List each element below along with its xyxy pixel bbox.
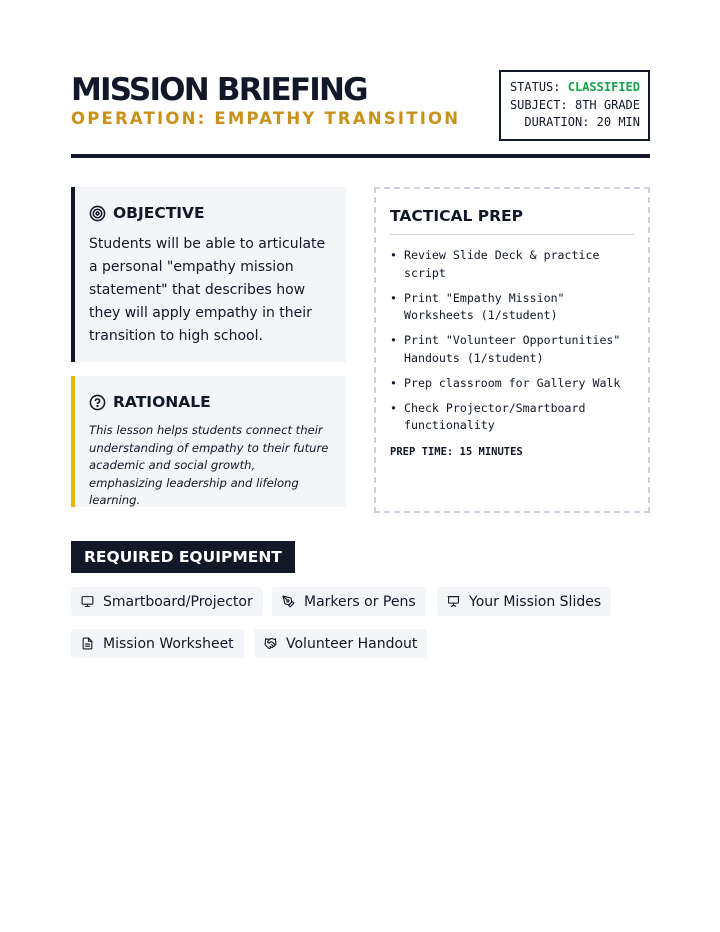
rationale-heading xyxy=(89,392,332,412)
page-subtitle: OPERATION: EMPATHY TRANSITION xyxy=(71,109,461,128)
objective-title: OBJECTIVE xyxy=(113,204,205,222)
list-item: • Prep classroom for Gallery Walk xyxy=(390,375,634,393)
handshake-icon xyxy=(264,637,277,650)
monitor-icon xyxy=(81,595,94,608)
equipment-label: Smartboard/Projector xyxy=(103,593,253,610)
tactical-prep-card xyxy=(374,187,650,513)
list-item: • Check Projector/Smartboard functionality xyxy=(390,400,634,436)
objective-heading xyxy=(89,203,332,223)
presentation-icon xyxy=(447,595,460,608)
duration-line: DURATION: 20 MIN xyxy=(524,115,640,129)
equipment-chip-worksheet xyxy=(71,629,244,658)
equipment-chip-slides xyxy=(437,587,611,616)
list-item: • Print "Volunteer Opportunities" Handouts (1/student) xyxy=(390,332,634,368)
target-icon xyxy=(89,205,106,222)
rationale-card xyxy=(71,376,346,507)
equipment-label: Markers or Pens xyxy=(304,593,416,610)
equipment-chip-handout xyxy=(254,629,427,658)
header-divider xyxy=(71,154,650,158)
status-line xyxy=(501,79,640,97)
document-icon xyxy=(81,637,94,650)
status-value: CLASSIFIED xyxy=(567,80,640,94)
page-title: MISSION BRIEFING xyxy=(71,72,367,108)
equipment-chip-markers xyxy=(272,587,426,616)
status-box xyxy=(499,70,650,141)
subject-line: SUBJECT: 8TH GRADE xyxy=(509,97,640,112)
equipment-heading: REQUIRED EQUIPMENT xyxy=(71,541,295,573)
equipment-label: Your Mission Slides xyxy=(469,593,602,610)
question-circle-icon xyxy=(89,394,106,411)
pen-icon xyxy=(282,595,295,608)
list-item: • Review Slide Deck & practice script xyxy=(390,247,634,283)
rationale-text: This lesson helps students connect their understanding of empathy to their future academic and social growth, emphasizing leadership and lifelong learning. xyxy=(89,423,329,508)
objective-text: Students will be able to articulate a personal "empathy mission statement" that describes how they will apply empathy in their transition to high school. xyxy=(89,236,326,344)
tactical-prep-list xyxy=(390,247,634,435)
status-label: STATUS: xyxy=(509,80,561,94)
tactical-prep-title: TACTICAL PREP xyxy=(390,205,634,235)
equipment-label: Mission Worksheet xyxy=(103,635,234,652)
equipment-label: Volunteer Handout xyxy=(286,635,418,652)
rationale-title: RATIONALE xyxy=(113,393,211,411)
equipment-chip-smartboard xyxy=(71,587,263,616)
list-item: • Print "Empathy Mission" Worksheets (1/student) xyxy=(390,290,634,326)
header xyxy=(71,70,650,160)
objective-card xyxy=(71,187,346,362)
prep-time: PREP TIME: 15 MINUTES xyxy=(390,446,523,459)
